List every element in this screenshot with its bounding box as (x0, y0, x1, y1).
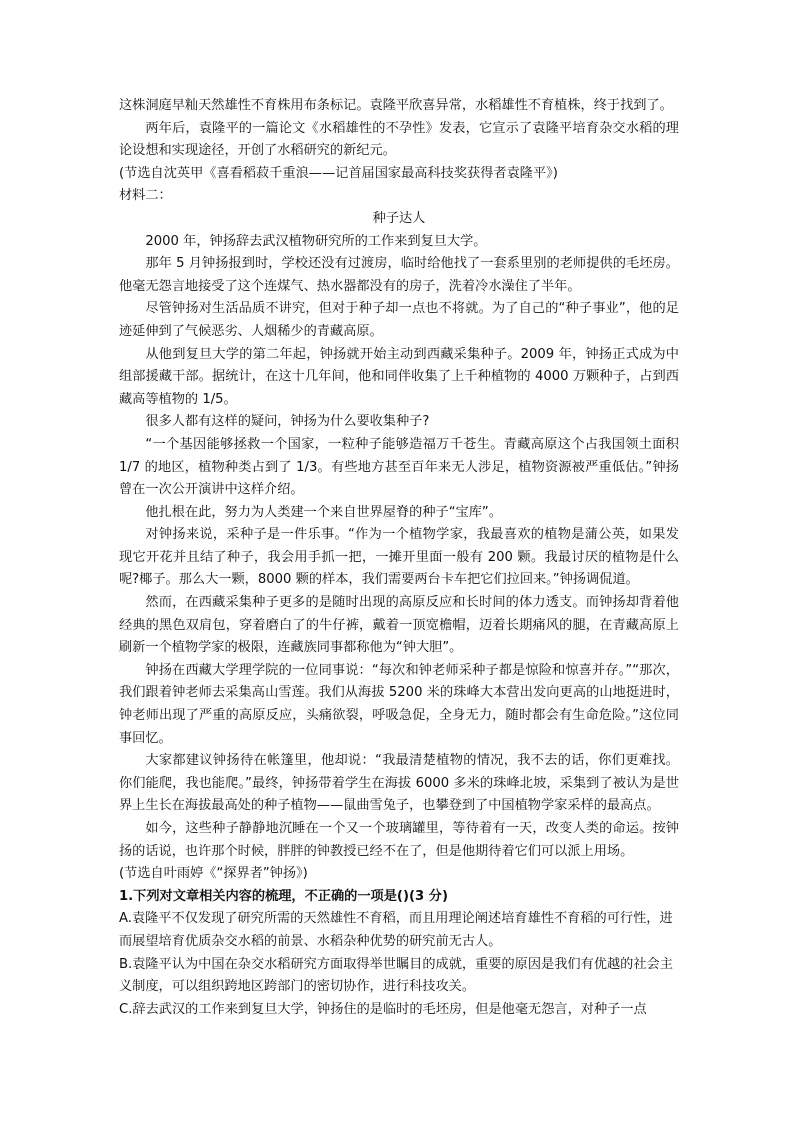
article-paragraph: 尽管钟扬对生活品质不讲究，但对于种子却一点也不将就。为了自己的“种子事业”，他的足迹延伸到了气候恶劣、人烟稀少的青藏高原。 (119, 301, 679, 339)
question-option-a: A.袁隆平不仅发现了研究所需的天然雄性不育稻，而且用理论阐述培育雄性不育稻的可行性，进而展望培育优质杂交水稻的前景、水稻杂种优势的研究前无古人。 (119, 911, 673, 949)
article-paragraph: 然而，在西藏采集种子更多的是随时出现的高原反应和长时间的体力透支。而钟扬却背着他经典的黑色双肩包，穿着磨白了的牛仔裤，戴着一顶宽檐帽，迈着长期痛风的腿，在青藏高原上刷新一个植物学家的极限，连藏族同事都称他为“钟大胆”。 (119, 595, 679, 656)
question-stem: 1.下列对文章相关内容的梳理，不正确的一项是()(3 分) (119, 888, 448, 904)
article-paragraph: 很多人都有这样的疑问，钟扬为什么要收集种子? (145, 414, 430, 430)
article-paragraph: 他扎根在此，努力为人类建一个来自世界屋脊的种子“宝库”。 (145, 504, 502, 520)
article-paragraph: 从他到复旦大学的第二年起，钟扬就开始主动到西藏采集种子。2009 年，钟扬正式成为中组部援藏干部。据统计，在这十几年间，他和同伴收集了上千种植物的 4000 万颗种子，占到西藏高等植物的 1/5。 (119, 346, 679, 407)
article-paragraph: “一个基因能够拯救一个国家，一粒种子能够造福万千苍生。青藏高原这个占我国领土面积 1/7 的地区，植物种类占到了 1/3。有些地方甚至百年来无人涉足，植物资源被严重低估。”钟扬曾在一次公开演讲中这样介绍。 (119, 436, 679, 498)
material1-source: (节选自沈英甲《喜看稻菽千重浪——记首届国家最高科技奖获得者袁隆平》) (119, 165, 558, 181)
article-paragraph: 如今，这些种子静静地沉睡在一个又一个玻璃罐里，等待着有一天，改变人类的命运。按钟扬的话说，也许那个时候，胖胖的钟教授已经不在了，但是他期待着它们可以派上用场。 (119, 821, 679, 859)
question-option-b: B.袁隆平认为中国在杂交水稻研究方面取得举世瞩目的成就，重要的原因是我们有优越的社会主义制度，可以组织跨地区跨部门的密切协作，进行科技攻关。 (119, 956, 673, 995)
article-paragraph: 对钟扬来说，采种子是一件乐事。“作为一个植物学家，我最喜欢的植物是蒲公英，如果发现它开花并且结了种子，我会用手抓一把，一摊开里面一般有 200 颗。我最讨厌的植物是什么呢?椰子。那么大一颗，8000 颗的样本，我们需要两台卡车把它们拉回来。”钟扬调侃道。 (119, 527, 679, 588)
article-title: 种子达人 (372, 210, 426, 226)
material1-paragraph-1: 这株洞庭早籼天然雄性不育株用布条标记。袁隆平欣喜异常，水稻雄性不育植株，终于找到了。 (119, 98, 673, 113)
material2-source: (节选自叶雨婷《“探界者”钟扬》) (119, 866, 308, 882)
document-page (119, 95, 679, 1021)
question-option-c: C.辞去武汉的工作来到复旦大学，钟扬住的是临时的毛坯房，但是他毫无怨言，对种子一点 (119, 1001, 647, 1017)
article-paragraph: 大家都建议钟扬待在帐篷里，他却说：“我最清楚植物的情况，我不去的话，你们更难找。你们能爬，我也能爬。”最终，钟扬带着学生在海拔 6000 多米的珠峰北坡，采集到了被认为是世界上生长在海拔最高处的种子植物——鼠曲雪兔子，也攀登到了中国植物学家采样的最高点。 (119, 753, 679, 814)
material1-paragraph-2: 两年后，袁隆平的一篇论文《水稻雄性的不孕性》发表，它宣示了袁隆平培育杂交水稻的理论设想和实现途径，开创了水稻研究的新纪元。 (119, 120, 679, 159)
article-paragraph: 2000 年，钟扬辞去武汉植物研究所的工作来到复旦大学。 (145, 233, 487, 249)
material2-label: 材料二： (119, 188, 172, 204)
article-paragraph: 钟扬在西藏大学理学院的一位同事说：“每次和钟老师采种子都是惊险和惊喜并存。”“那次，我们跟着钟老师去采集高山雪莲。我们从海拔 5200 米的珠峰大本营出发向更高的山地挺进时，钟老师出现了严重的高原反应，头痛欲裂，呼吸急促，全身无力，随时都会有生命危险。”这位同事回忆。 (119, 662, 679, 746)
article-paragraph: 那年 5 月钟扬报到时，学校还没有过渡房，临时给他找了一套系里别的老师提供的毛坯房。他毫无怨言地接受了这个连煤气、热水器都没有的房子，洗着冷水澡住了半年。 (119, 256, 679, 294)
